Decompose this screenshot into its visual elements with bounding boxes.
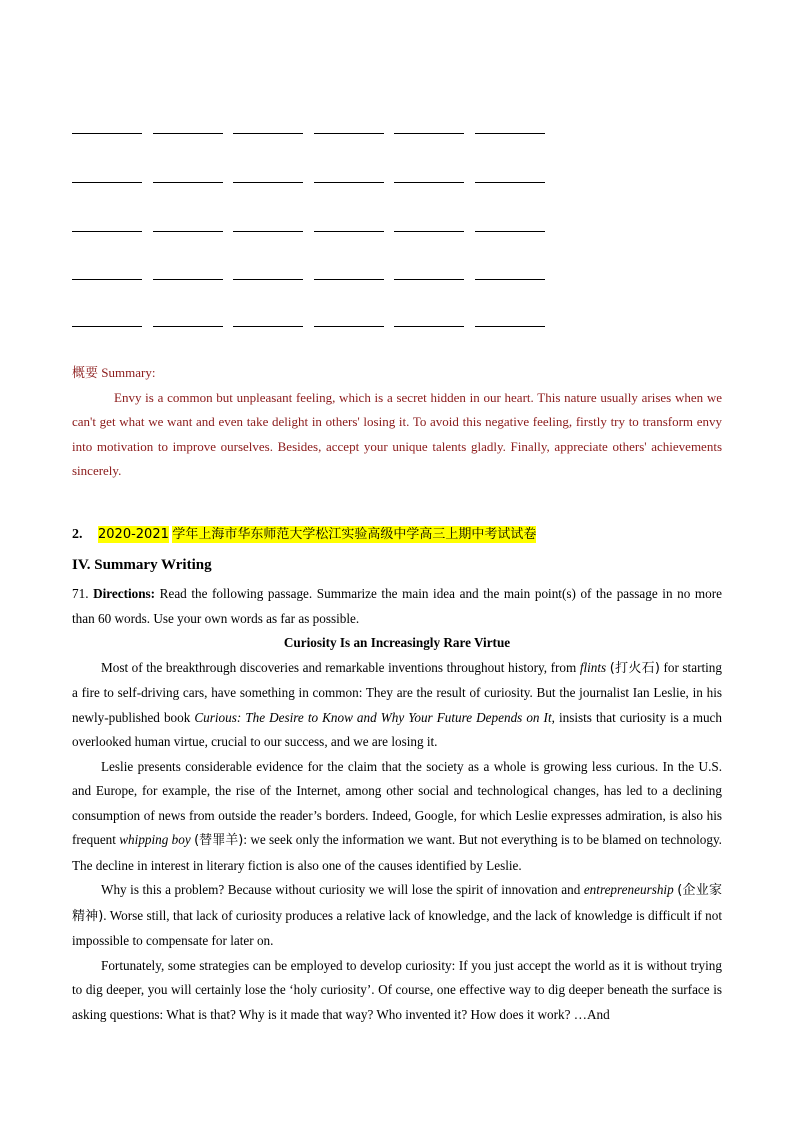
answer-blank [475, 279, 545, 280]
answer-blank [314, 279, 384, 280]
summary-label-cn: 概要 [72, 366, 99, 381]
answer-blank [233, 231, 303, 232]
summary-text: Envy is a common but unpleasant feeling, which is a secret hidden in our heart. This nature usually arises when we can't get what we want and even take delight in others' losing it. To avoid this negative feeling, firstly try to transform envy into motivation to improve ourselves. Besides, accept your unique talents gladly. Finally, appreciate others' achievements sincerely. [72, 390, 722, 478]
question-source-year: 2020-2021 [98, 527, 169, 542]
answer-blank [233, 279, 303, 280]
summary-label-en: Summary: [101, 365, 156, 380]
answer-blank [394, 279, 464, 280]
answer-blank [233, 182, 303, 183]
p1-book-title: Curious: The Desire to Know and Why Your Future Depends on It [194, 709, 552, 725]
paragraph-4: Fortunately, some strategies can be employed to develop curiosity: If you just accept the world as it is without trying to dig deeper, you will certainly lose the ‘holy curiosity’. Of course, one effective way to dig deeper beneath the surface is asking questions: What is that? Why is it made that way? Who invented it? How does it work? …And [72, 957, 722, 1022]
p1-gloss-flints: (打火石) [609, 660, 660, 676]
directions-label: Directions: [93, 586, 156, 601]
passage-title: Curiosity Is an Increasingly Rare Virtue [283, 635, 511, 650]
summary-heading [72, 362, 155, 381]
p2-text-b: : we seek only the information we want. But not everything is to be blamed on technology. The decline in interest in literary fiction is also one of the causes identified by Leslie. [72, 832, 722, 873]
directions-text: Read the following passage. Summarize the main idea and the main point(s) of the passage in no more than 60 words. Use your own words as far as possible. [72, 586, 722, 626]
p1-text-b: for starting a fire to self-driving cars, have something in common: They are the result of curiosity. But the journalist Ian Leslie, in his newly-published book [72, 659, 722, 725]
answer-blank [153, 231, 223, 232]
answer-blank [314, 182, 384, 183]
answer-blank [394, 133, 464, 134]
answer-blanks-row-4 [72, 279, 552, 281]
p1-term-flints: flints [579, 659, 607, 675]
p1-text-c: , insists that curiosity is a much overlooked human virtue, crucial to our success, and we are losing it. [72, 709, 723, 749]
answer-blank [72, 279, 142, 280]
answer-blanks-row-3 [72, 231, 552, 233]
paragraph-3 [72, 878, 722, 954]
passage [72, 582, 722, 1027]
answer-blank [72, 133, 142, 134]
answer-blank [153, 279, 223, 280]
answer-blank [475, 231, 545, 232]
answer-blank [475, 326, 545, 327]
paragraph-2 [72, 755, 722, 879]
answer-blank [233, 133, 303, 134]
answer-blank [314, 326, 384, 327]
answer-blanks-row-2 [72, 182, 552, 184]
answer-blank [153, 326, 223, 327]
answer-blank [153, 133, 223, 134]
directions-number: 71. [72, 586, 89, 601]
p2-text-a: Leslie presents considerable evidence for the claim that the society as a whole is growing less curious. In the U.S. and Europe, for example, the rise of the Internet, among other social and technological changes, has led to a declining consumption of news from outside the reader’s borders. Indeed, Google, for which Leslie expresses admiration, is also his frequent [72, 758, 722, 847]
paragraph-1 [72, 656, 722, 755]
answer-blanks-row-5 [72, 326, 552, 328]
answer-blank [72, 231, 142, 232]
section-title: IV. Summary Writing [72, 557, 212, 573]
answer-blank [153, 182, 223, 183]
answer-blank [475, 182, 545, 183]
answer-blank [394, 231, 464, 232]
answer-blank [394, 182, 464, 183]
answer-blank [233, 326, 303, 327]
answer-blank [475, 133, 545, 134]
question-source-name: 学年上海市华东师范大学松江实验高级中学高三上期中考试试卷 [172, 527, 537, 542]
p2-term-whipping-boy: whipping boy [119, 832, 191, 847]
answer-blank [72, 182, 142, 183]
directions [72, 582, 722, 631]
p3-term-entrepreneurship: entrepreneurship [583, 882, 674, 897]
p2-gloss-whipping-boy: (替罪羊) [194, 833, 244, 848]
p1-text-a: Most of the breakthrough discoveries and remarkable inventions throughout history, from [101, 659, 580, 675]
question-number: 2. [72, 527, 83, 542]
answer-blank [394, 326, 464, 327]
answer-blank [314, 133, 384, 134]
question-header [72, 523, 536, 543]
p3-text-b: . Worse still, that lack of curiosity produces a relative lack of knowledge, and the lack of knowledge is difficult if not impossible to compensate for later on. [72, 907, 723, 948]
answer-blank [72, 326, 142, 327]
answer-blanks-row-1 [72, 133, 552, 135]
p3-gloss-entrepreneurship: (企业家精神) [72, 883, 723, 924]
answer-blank [314, 231, 384, 232]
p3-text-a: Why is this a problem? Because without curiosity we will lose the spirit of innovation and [101, 882, 584, 897]
